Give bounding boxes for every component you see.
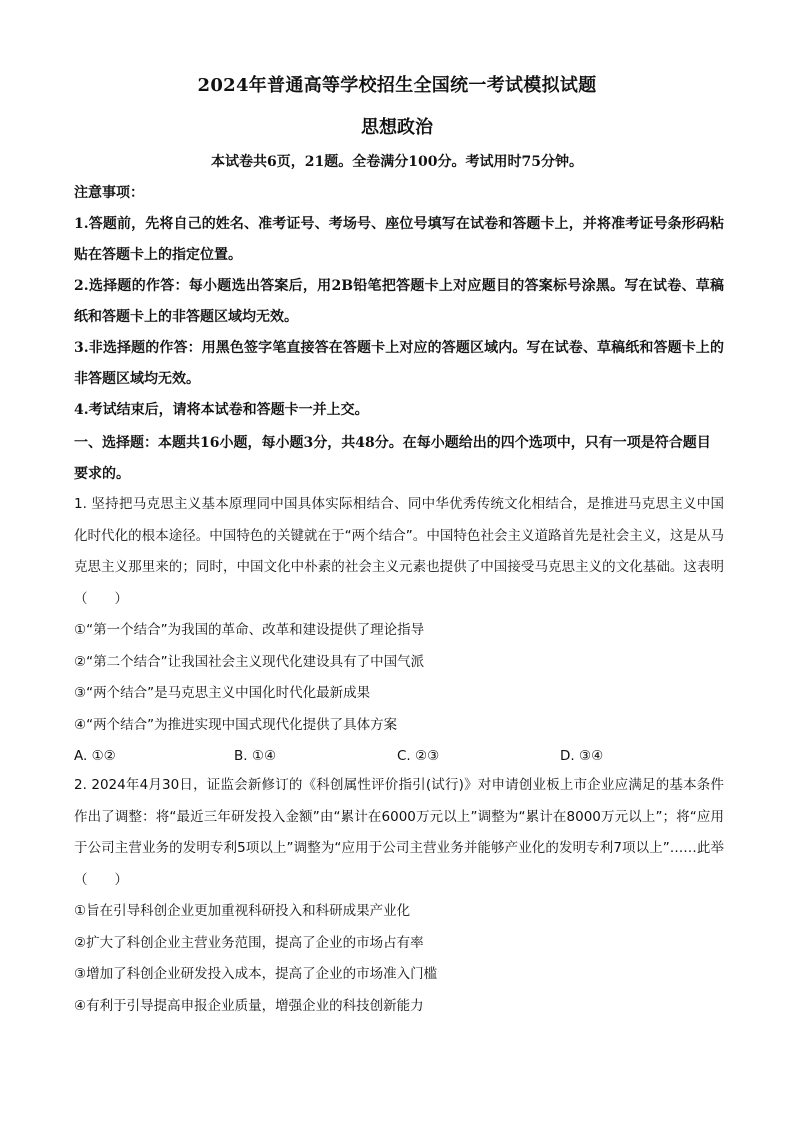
statement-option: ②“第二个结合”让我国社会主义现代化建设具有了中国气派 bbox=[74, 653, 425, 670]
question-2 bbox=[74, 770, 724, 1022]
answer-choice-d: D. ③④ bbox=[560, 748, 604, 764]
notice-item: 3.非选择题的作答：用黑色签字笔直接答在答题卡上对应的答题区域内。写在试卷、草稿纸和答题卡上的非答题区域均无效。 bbox=[74, 340, 724, 387]
statement-option: ①“第一个结合”为我国的革命、改革和建设提供了理论指导 bbox=[74, 622, 425, 638]
answer-choices bbox=[74, 741, 724, 772]
answer-choice-c: C. ②③ bbox=[397, 748, 440, 764]
notice-heading: 注意事项： bbox=[74, 185, 144, 201]
answer-choice-b: B. ①④ bbox=[234, 748, 277, 764]
statement-option: ①旨在引导科创企业更加重视科研投入和科研成果产业化 bbox=[74, 903, 411, 919]
statement-option: ④有利于引导提高申报企业质量，增强企业的科技创新能力 bbox=[74, 997, 424, 1014]
exam-summary: 本试卷共6页，21题。全卷满分100分。考试用时75分钟。 bbox=[211, 154, 583, 170]
subject-title: 思想政治 bbox=[361, 117, 433, 138]
notice-list bbox=[74, 209, 724, 426]
question-stem: 1. 坚持把马克思主义基本原理同中国具体实际相结合、同中华优秀传统文化相结合，是推进马克思主义中国化时代化的根本途径。中国特色的关键就在于“两个结合”。中国特色社会主义道路首先是社会主义，这是从马克思主义那里来的；同时，中国文化中朴素的社会主义元素也提供了中国接受马克思主义的文化基础。这表明（ ） bbox=[74, 496, 724, 607]
statement-option: ③“两个结合”是马克思主义中国化时代化最新成果 bbox=[74, 685, 371, 701]
section-heading: 一、选择题：本题共16小题，每小题3分，共48分。在每小题给出的四个选项中，只有一项是符合题目要求的。 bbox=[74, 435, 711, 482]
answer-choice-a: A. ①② bbox=[74, 748, 116, 764]
statement-option: ④“两个结合”为推进实现中国式现代化提供了具体方案 bbox=[74, 716, 398, 733]
notice-item: 4.考试结束后，请将本试卷和答题卡一并上交。 bbox=[74, 402, 369, 418]
notice-item: 2.选择题的作答：每小题选出答案后，用2B铅笔把答题卡上对应题目的答案标号涂黑。写在试卷、草稿纸和答题卡上的非答题区域均无效。 bbox=[74, 278, 724, 325]
question-stem: 2. 2024年4月30日，证监会新修订的《科创属性评价指引(试行)》对申请创业板上市企业应满足的基本条件作出了调整：将“最近三年研发投入金额”由“累计在6000万元以上”调整为“累计在8000万元以上”；将“应用于公司主营业务的发明专利5项以上”调整为“应用于公司主营业务并能够产业化的发明专利7项以上”……此举（ ） bbox=[74, 777, 724, 888]
statement-option: ③增加了科创企业研发投入成本，提高了企业的市场准入门槛 bbox=[74, 966, 438, 982]
notice-item: 1.答题前，先将自己的姓名、准考证号、考场号、座位号填写在试卷和答题卡上，并将准考证号条形码粘贴在答题卡上的指定位置。 bbox=[74, 216, 724, 263]
statement-option: ②扩大了科创企业主营业务范围，提高了企业的市场占有率 bbox=[74, 934, 424, 951]
question-1 bbox=[74, 489, 724, 772]
exam-title: 2024年普通高等学校招生全国统一考试模拟试题 bbox=[197, 75, 597, 96]
